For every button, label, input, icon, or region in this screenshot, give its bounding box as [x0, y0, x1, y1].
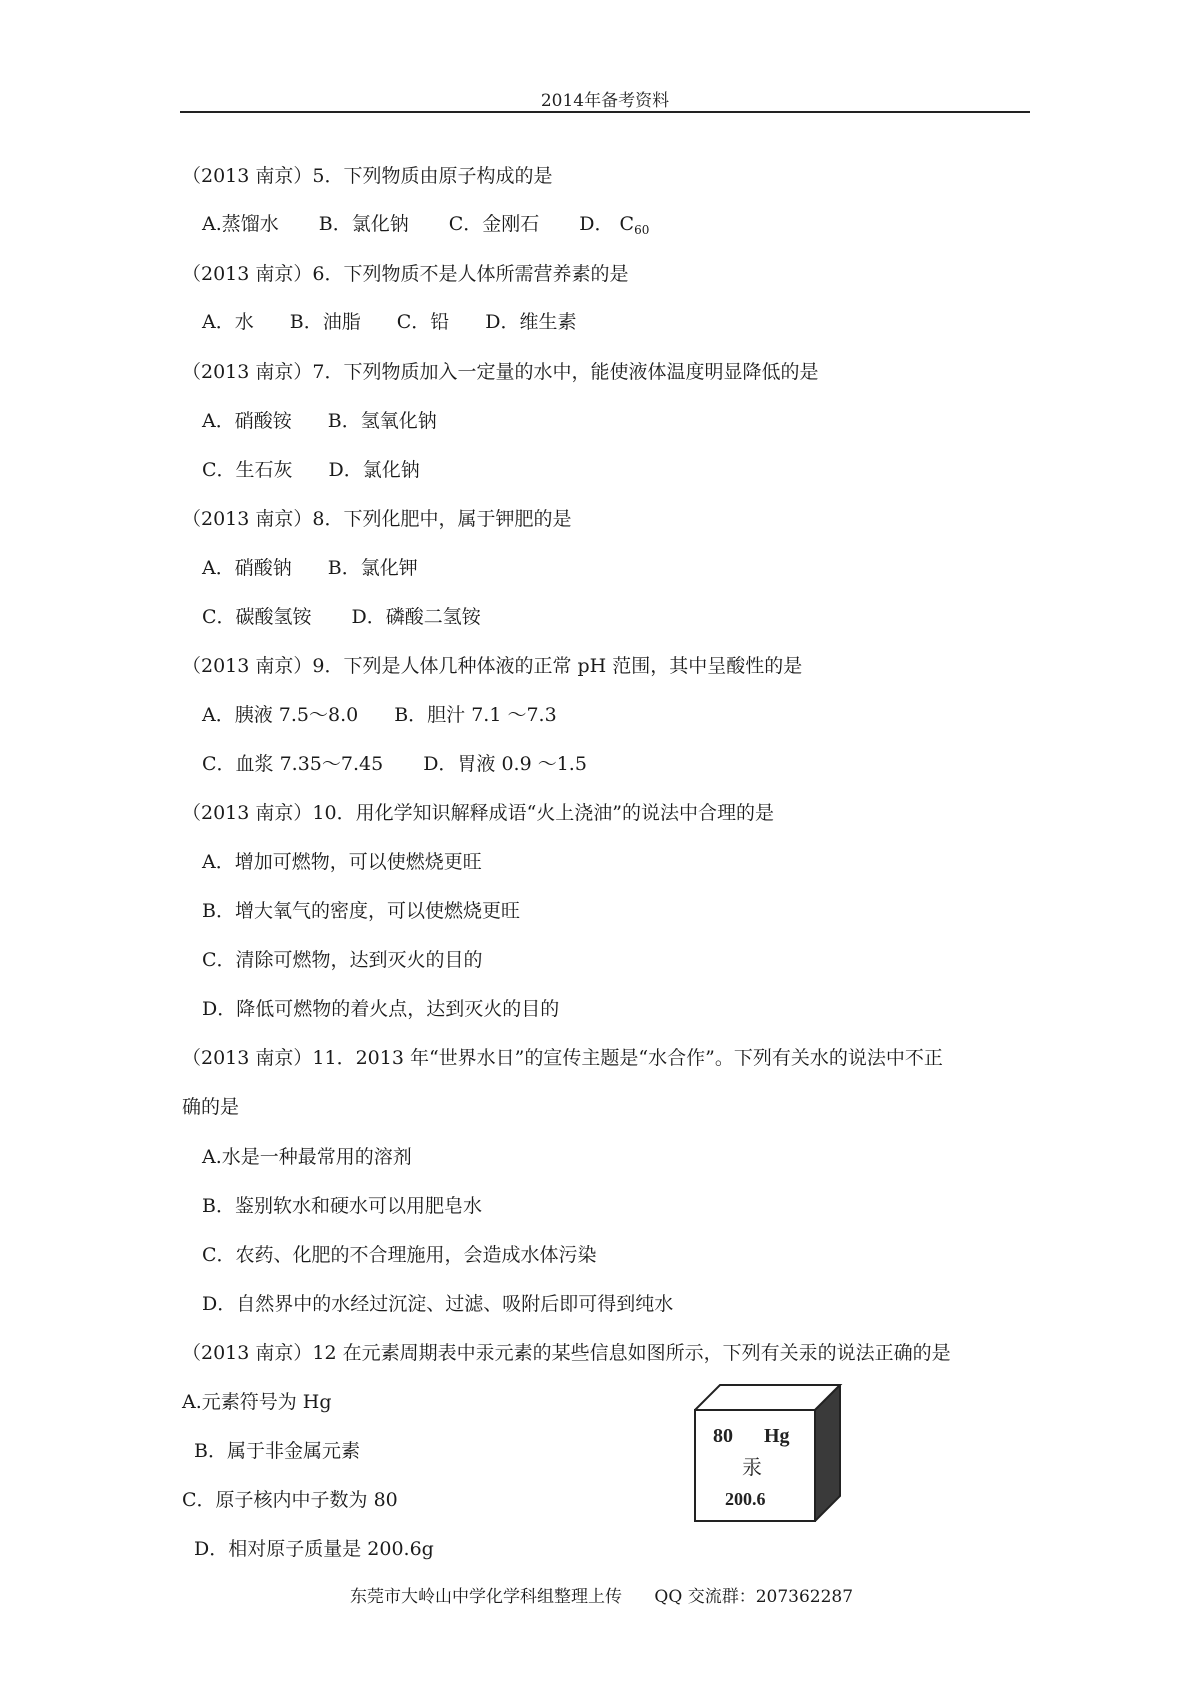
- question-10-stem: （2013 南京）10．用化学知识解释成语“火上浇油”的说法中合理的是: [182, 802, 774, 824]
- option-b: B．氯化钾: [327, 557, 418, 579]
- question-11-option-b: B．鉴别软水和硬水可以用肥皂水: [202, 1195, 482, 1217]
- option-c: C．碳酸氢铵: [202, 606, 312, 628]
- option-c: C．铅: [396, 311, 450, 333]
- question-11-stem-line1: （2013 南京）11．2013 年“世界水日”的宣传主题是“水合作”。下列有关水的说法中不正: [182, 1047, 943, 1069]
- atomic-mass: 200.6: [725, 1489, 766, 1509]
- option-b: B．油脂: [289, 311, 361, 333]
- question-8-options-row1: [202, 556, 418, 580]
- question-10-option-b: B．增大氧气的密度，可以使燃烧更旺: [202, 900, 520, 922]
- option-d-label: D． C: [579, 213, 635, 235]
- option-b: B．氯化钠: [318, 213, 409, 235]
- header-rule: [180, 111, 1030, 113]
- option-d: D．磷酸二氢铵: [351, 606, 481, 628]
- atomic-number: 80: [713, 1425, 733, 1447]
- option-c: C．生石灰: [202, 459, 293, 481]
- option-d: [579, 213, 649, 235]
- element-symbol: Hg: [764, 1425, 790, 1447]
- question-12-option-b: B．属于非金属元素: [194, 1440, 360, 1462]
- question-10-option-a: A．增加可燃物，可以使燃烧更旺: [202, 851, 482, 873]
- question-9-options-row2: [202, 752, 587, 776]
- box-side-face: [815, 1385, 840, 1521]
- option-b: B．胆汁 7.1 ～7.3: [394, 704, 557, 726]
- option-c: C．金刚石: [448, 213, 540, 235]
- question-5-stem: （2013 南京）5．下列物质由原子构成的是: [182, 165, 553, 187]
- question-6-options: [202, 310, 576, 334]
- question-9-stem: （2013 南京）9．下列是人体几种体液的正常 pH 范围，其中呈酸性的是: [182, 655, 803, 677]
- option-b: B．氢氧化钠: [327, 410, 437, 432]
- question-7-options-row1: [202, 409, 437, 433]
- page-header-title: 2014年备考资料: [540, 91, 670, 111]
- question-9-options-row1: [202, 703, 557, 727]
- option-a: A．硝酸钠: [202, 557, 292, 579]
- question-8-options-row2: [202, 605, 481, 629]
- question-7-stem: （2013 南京）7．下列物质加入一定量的水中，能使液体温度明显降低的是: [182, 361, 819, 383]
- option-d: D．胃液 0.9 ～1.5: [423, 753, 587, 775]
- question-12-option-c: C．原子核内中子数为 80: [182, 1489, 398, 1511]
- option-d-subscript: 60: [634, 223, 650, 237]
- question-12-option-d: D．相对原子质量是 200.6g: [194, 1538, 434, 1560]
- question-11-option-d: D．自然界中的水经过沉淀、过滤、吸附后即可得到纯水: [202, 1293, 674, 1315]
- question-12-stem: （2013 南京）12 在元素周期表中汞元素的某些信息如图所示，下列有关汞的说法正确的是: [182, 1342, 951, 1364]
- question-6-stem: （2013 南京）6．下列物质不是人体所需营养素的是: [182, 263, 629, 285]
- option-c: C．血浆 7.35～7.45: [202, 753, 384, 775]
- option-d: D．维生素: [485, 311, 577, 333]
- option-a: A．胰液 7.5～8.0: [202, 704, 359, 726]
- question-8-stem: （2013 南京）8．下列化肥中，属于钾肥的是: [182, 508, 572, 530]
- question-10-option-d: D．降低可燃物的着火点，达到灭火的目的: [202, 998, 560, 1020]
- option-a: A．硝酸铵: [202, 410, 292, 432]
- page-footer: 东莞市大岭山中学化学科组整理上传 QQ 交流群：207362287: [350, 1587, 854, 1607]
- question-11-stem-line2: 确的是: [182, 1096, 240, 1118]
- question-11-option-c: C．农药、化肥的不合理施用，会造成水体污染: [202, 1244, 597, 1266]
- mercury-element-figure: [694, 1384, 844, 1522]
- question-5-options: [202, 212, 649, 242]
- option-d: D．氯化钠: [328, 459, 420, 481]
- question-10-option-c: C．清除可燃物，达到灭火的目的: [202, 949, 483, 971]
- question-7-options-row2: [202, 458, 420, 482]
- element-box-drawing: [694, 1384, 844, 1522]
- question-11-option-a: A.水是一种最常用的溶剂: [202, 1146, 412, 1168]
- option-a: A.蒸馏水: [202, 213, 279, 235]
- option-a: A．水: [202, 311, 254, 333]
- element-name: 汞: [742, 1455, 762, 1479]
- question-12-option-a: A.元素符号为 Hg: [182, 1391, 332, 1413]
